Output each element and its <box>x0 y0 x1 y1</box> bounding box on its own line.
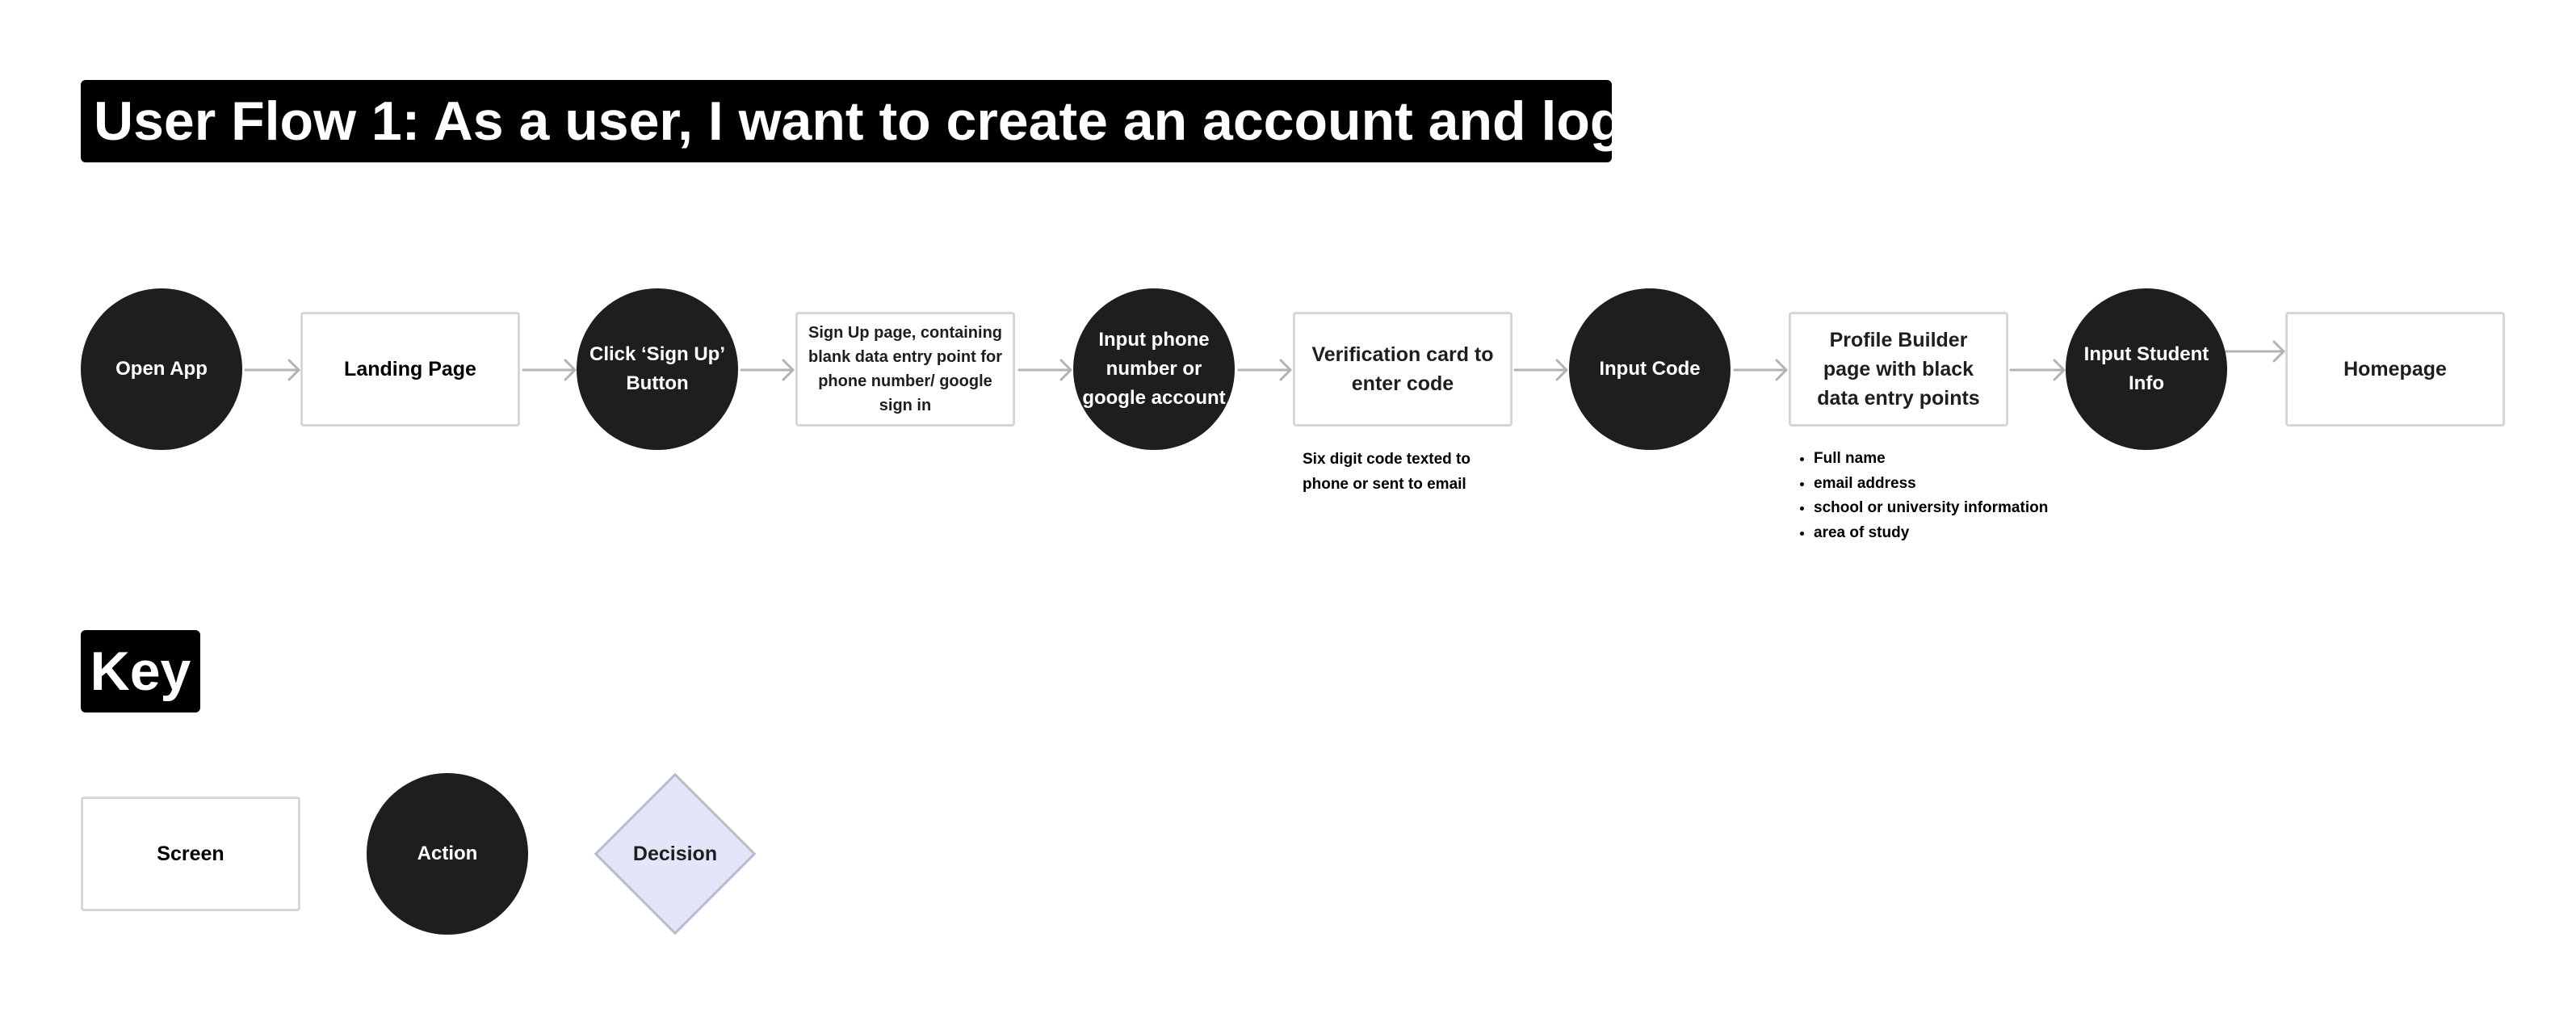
action-input-student-info: Input Student Info <box>2066 288 2227 450</box>
screen-profile-builder: Profile Builder page with black data entry points <box>1789 312 2008 427</box>
profile-field-item: • area of study <box>1814 521 2048 546</box>
key-decision <box>594 773 756 935</box>
connector-open-app-to-landing-page <box>245 360 299 380</box>
action-input-phone: Input phone number or google account <box>1073 288 1235 450</box>
key-screen: Screen <box>81 797 300 911</box>
action-input-code: Input Code <box>1569 288 1731 450</box>
screen-homepage: Homepage <box>2285 312 2505 427</box>
key-decision-label: Decision <box>632 842 718 865</box>
profile-field-item: • email address <box>1814 472 2048 497</box>
verification-note: Six digit code texted to phone or sent to email <box>1303 451 1471 493</box>
profile-field-item: • Full name <box>1814 447 2048 472</box>
connector-profile-builder-to-input-student-info <box>2011 360 2064 380</box>
key-action: Action <box>367 773 528 935</box>
connector-sign-up-page-to-input-phone <box>1019 360 1071 380</box>
connector-landing-page-to-click-sign-up <box>523 360 575 380</box>
action-click-sign-up: Click ‘Sign Up’ Button <box>577 288 738 450</box>
profile-field-item: • school or university information <box>1814 496 2048 521</box>
action-open-app: Open App <box>81 288 242 450</box>
screen-landing-page: Landing Page <box>300 312 520 427</box>
connector-verification-card-to-input-code <box>1515 360 1567 380</box>
connector-input-phone-to-verification-card <box>1239 360 1290 380</box>
key-title: Key <box>81 630 200 712</box>
screen-sign-up-page: Sign Up page, containing blank data entry point for phone number/ google sign in <box>795 312 1015 427</box>
page-title: User Flow 1: As a user, I want to create an account and log in <box>81 80 1612 162</box>
screen-verification-card: Verification card to enter code <box>1293 312 1512 427</box>
profile-fields-list <box>1796 447 2048 545</box>
connector-click-sign-up-to-sign-up-page <box>741 360 793 380</box>
connector-input-code-to-profile-builder <box>1735 360 1786 380</box>
